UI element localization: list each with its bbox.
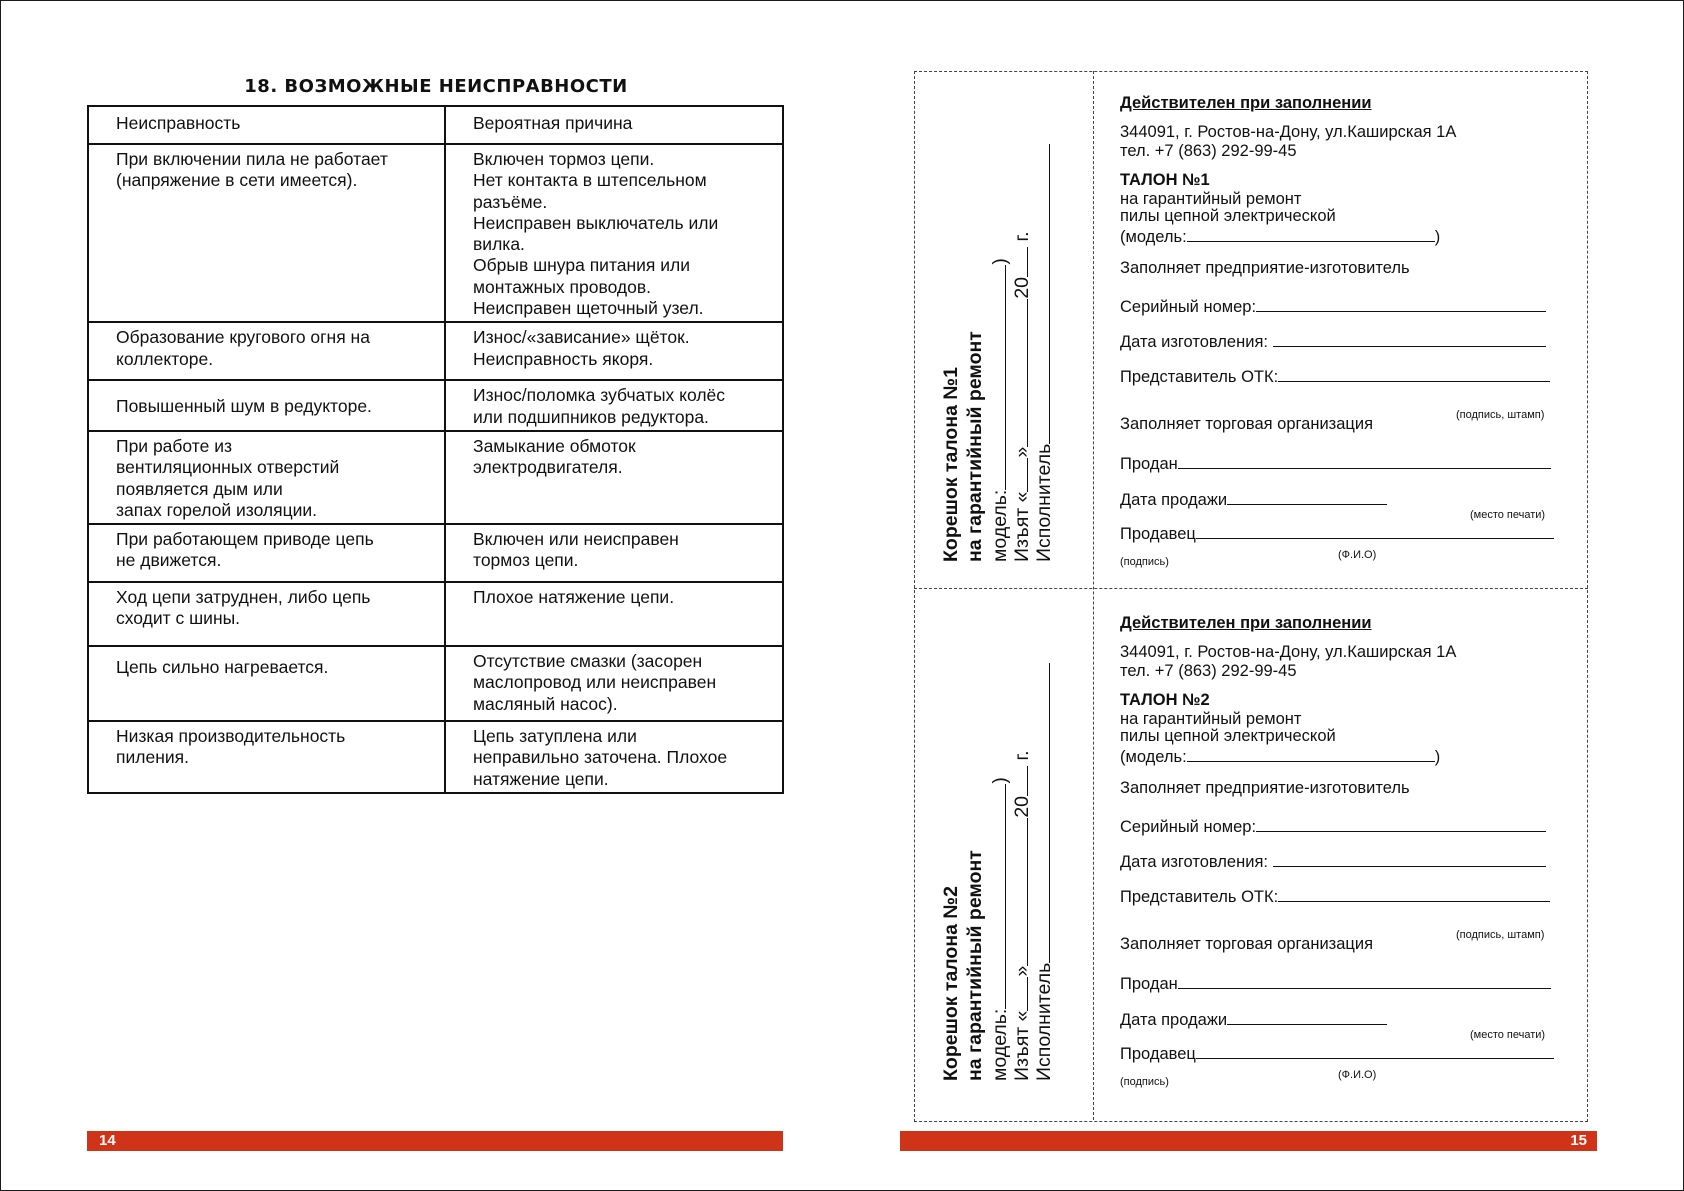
coupon-maker-section: Заполняет предприятие-изготовитель (1120, 779, 1410, 797)
stamp-place-hint: (место печати) (1470, 509, 1546, 521)
column-header-fault: Неисправность (88, 106, 445, 144)
stamp-place-hint: (место печати) (1470, 1029, 1546, 1041)
fault-cell: Цепь сильно нагревается. (88, 646, 445, 721)
fault-cell: Образование кругового огня на коллекторе. (88, 322, 445, 380)
faults-table (87, 105, 784, 794)
coupon-purpose: на гарантийный ремонт (1120, 710, 1302, 728)
stub-subtitle: на гарантийный ремонт (964, 850, 986, 1081)
stub-model-line: модель:) (989, 258, 1011, 562)
cause-cell: Включен тормоз цепи. Нет контакта в штепсельном разъёме. Неисправен выключатель или вилка. Обрыв шнура питания или монтажных проводов. Неисправен щеточный узел. (445, 144, 783, 322)
cause-cell: Замыкание обмоток электродвигателя. (445, 431, 783, 524)
column-header-cause: Вероятная причина (445, 106, 783, 144)
table-row (88, 380, 783, 431)
stub-1 (938, 42, 1058, 562)
stub-title: Корешок талона №1 (940, 367, 962, 562)
serial-number-field[interactable]: Серийный номер: (1120, 814, 1546, 836)
coupon-valid-note: Действителен при заполнении (1120, 614, 1372, 632)
page-number-right: 15 (1570, 1132, 1587, 1149)
coupon-phone: тел. +7 (863) 292-99-45 (1120, 142, 1297, 160)
signature-hint: (подпись) (1120, 1076, 1169, 1088)
serial-number-field[interactable]: Серийный номер: (1120, 294, 1546, 316)
coupon-model-line: (модель: ) (1120, 744, 1440, 766)
stub-executor-line: Исполнитель (1032, 144, 1056, 562)
fault-cell: Ход цепи затруднен, либо цепь сходит с шины. (88, 582, 445, 646)
page-number-left: 14 (99, 1132, 116, 1149)
otk-representative-field[interactable]: Представитель ОТК: (1120, 364, 1550, 386)
manufacture-date-field[interactable]: Дата изготовления: (1120, 849, 1546, 871)
coupon-product: пилы цепной электрической (1120, 727, 1336, 745)
stub-2 (938, 561, 1058, 1081)
table-row (88, 322, 783, 380)
coupon-maker-section: Заполняет предприятие-изготовитель (1120, 259, 1410, 277)
coupon-valid-note: Действителен при заполнении (1120, 94, 1372, 112)
section-title: 18. ВОЗМОЖНЫЕ НЕИСПРАВНОСТИ (244, 76, 628, 97)
cause-cell: Отсутствие смазки (засорен маслопровод или неисправен масляный насос). (445, 646, 783, 721)
cut-line-vertical (1093, 71, 1094, 1120)
stub-subtitle: на гарантийный ремонт (964, 331, 986, 562)
fault-cell: При работе из вентиляционных отверстий появляется дым или запах горелой изоляции. (88, 431, 445, 524)
table-row (88, 646, 783, 721)
stub-title: Корешок талона №2 (940, 886, 962, 1081)
cause-cell: Износ/поломка зубчатых колёс или подшипников редуктора. (445, 380, 783, 431)
cause-cell: Износ/«зависание» щёток. Неисправность якоря. (445, 322, 783, 380)
coupon-phone: тел. +7 (863) 292-99-45 (1120, 662, 1297, 680)
full-name-hint: (Ф.И.О) (1338, 1069, 1377, 1081)
coupon-number: ТАЛОН №1 (1120, 171, 1210, 189)
full-name-hint: (Ф.И.О) (1338, 549, 1377, 561)
coupon-address: 344091, г. Ростов-на-Дону, ул.Каширская 1А (1120, 643, 1457, 661)
table-row (88, 582, 783, 646)
signature-stamp-hint: (подпись, штамп) (1456, 929, 1545, 941)
otk-representative-field[interactable]: Представитель ОТК: (1120, 884, 1550, 906)
coupon-model-line: (модель: ) (1120, 224, 1440, 246)
coupon-trade-section: Заполняет торговая организация (1120, 935, 1374, 953)
coupon-product: пилы цепной электрической (1120, 207, 1336, 225)
coupon-address: 344091, г. Ростов-на-Дону, ул.Каширская 1А (1120, 123, 1457, 141)
cause-cell: Включен или неисправен тормоз цепи. (445, 524, 783, 582)
table-row (88, 524, 783, 582)
table-row (88, 431, 783, 524)
stub-taken-line: Изъят «»20 г. (1011, 750, 1033, 1081)
signature-stamp-hint: (подпись, штамп) (1456, 409, 1545, 421)
coupon-number: ТАЛОН №2 (1120, 691, 1210, 709)
stub-taken-line: Изъят «»20 г. (1011, 231, 1033, 562)
seller-field[interactable]: Продавец (1120, 521, 1554, 543)
cause-cell: Цепь затуплена или неправильно заточена. Плохое натяжение цепи. (445, 721, 783, 793)
fault-cell: При включении пила не работает (напряжение в сети имеется). (88, 144, 445, 322)
stub-executor-line: Исполнитель (1032, 663, 1056, 1081)
footer-bar-left (87, 1131, 783, 1151)
sale-date-field[interactable]: Дата продажи (1120, 487, 1387, 509)
manufacture-date-field[interactable]: Дата изготовления: (1120, 329, 1546, 351)
table-header-row (88, 106, 783, 144)
cause-cell: Плохое натяжение цепи. (445, 582, 783, 646)
signature-hint: (подпись) (1120, 556, 1169, 568)
sold-field[interactable]: Продан (1120, 451, 1551, 473)
coupon-trade-section: Заполняет торговая организация (1120, 415, 1374, 433)
table-row (88, 144, 783, 322)
fault-cell: При работающем приводе цепь не движется. (88, 524, 445, 582)
stub-model-line: модель:) (989, 777, 1011, 1081)
footer-bar-right (900, 1131, 1597, 1151)
fault-cell: Повышенный шум в редукторе. (88, 380, 445, 431)
table-row (88, 721, 783, 793)
sale-date-field[interactable]: Дата продажи (1120, 1007, 1387, 1029)
sold-field[interactable]: Продан (1120, 971, 1551, 993)
coupon-purpose: на гарантийный ремонт (1120, 190, 1302, 208)
fault-cell: Низкая производительность пиления. (88, 721, 445, 793)
seller-field[interactable]: Продавец (1120, 1041, 1554, 1063)
